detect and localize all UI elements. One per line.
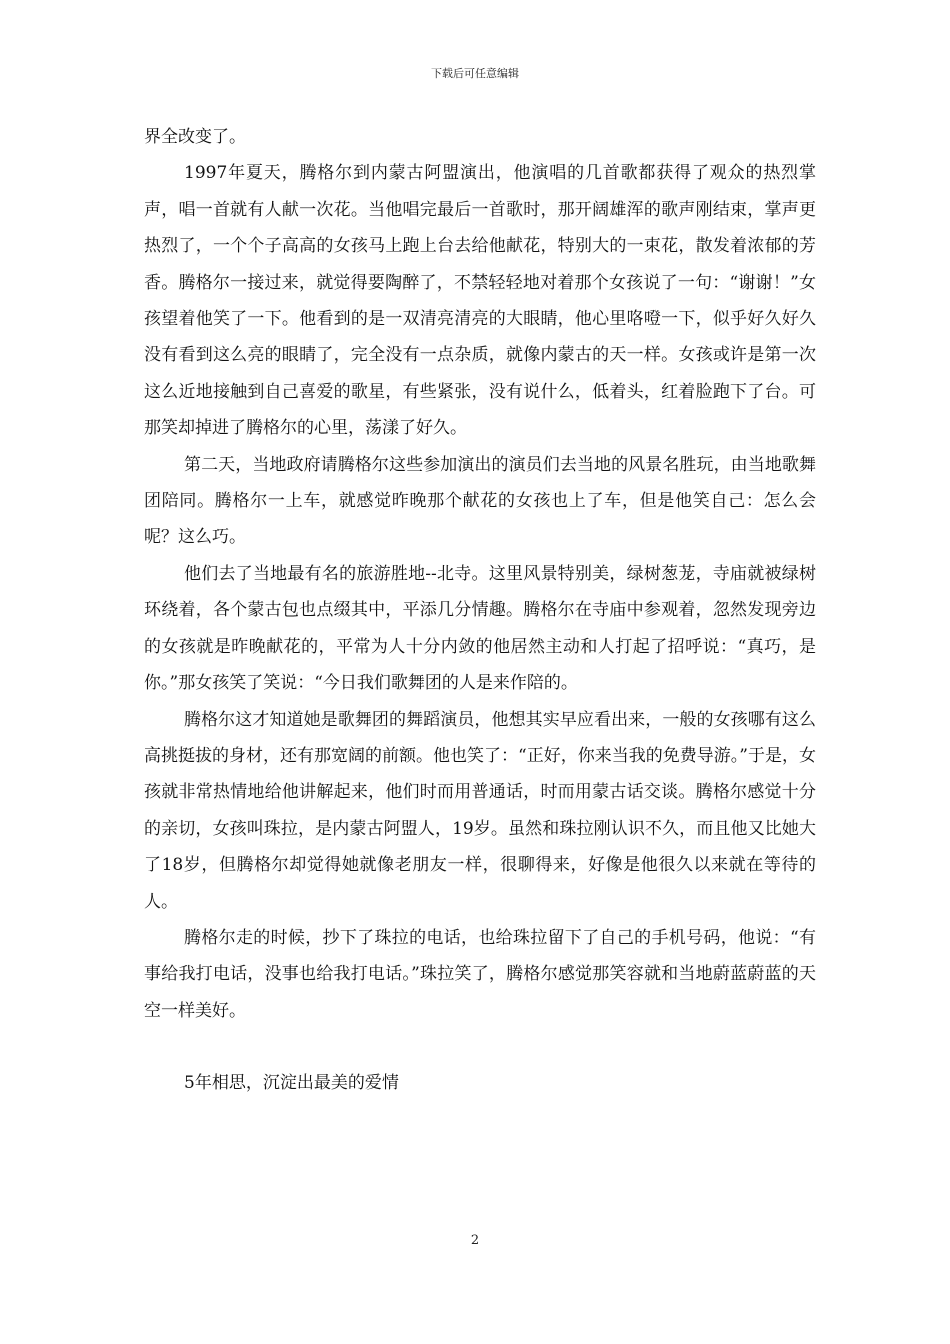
document-body <box>144 119 816 1102</box>
paragraph-5: 腾格尔这才知道她是歌舞团的舞蹈演员，他想其实早应看出来，一般的女孩哪有这么高挑挺拔的身材，还有那宽阔的前额。他也笑了：“正好，你来当我的免费导游。”于是，女孩就非常热情地给他讲解起来，他们时而用普通话，时而用蒙古话交谈。腾格尔感觉十分的亲切，女孩叫珠拉，是内蒙古阿盟人，19岁。虽然和珠拉刚认识不久，而且他又比她大了18岁，但腾格尔却觉得她就像老朋友一样，很聊得来，好像是他很久以来就在等待的人。 <box>144 709 816 912</box>
section-heading: 5年相思，沉淀出最美的爱情 <box>184 1073 399 1094</box>
paragraph-3: 第二天，当地政府请腾格尔这些参加演出的演员们去当地的风景名胜玩，由当地歌舞团陪同。腾格尔一上车，就感觉昨晚那个献花的女孩也上了车，但是他笑自己：怎么会呢？这么巧。 <box>144 454 816 548</box>
page-header: 下载后可任意编辑 <box>431 67 519 80</box>
page-number: 2 <box>470 1233 480 1248</box>
paragraph-4: 他们去了当地最有名的旅游胜地--北寺。这里风景特别美，绿树葱茏，寺庙就被绿树环绕着，各个蒙古包也点缀其中，平添几分情趣。腾格尔在寺庙中参观着，忽然发现旁边的女孩就是昨晚献花的，平常为人十分内敛的他居然主动和人打起了招呼说：“真巧，是你。”那女孩笑了笑说：“今日我们歌舞团的人是来作陪的。 <box>144 563 816 694</box>
paragraph-2: 1997年夏天，腾格尔到内蒙古阿盟演出，他演唱的几首歌都获得了观众的热烈掌声，唱一首就有人献一次花。当他唱完最后一首歌时，那开阔雄浑的歌声刚结束，掌声更热烈了，一个个子高高的女孩马上跑上台去给他献花，特别大的一束花，散发着浓郁的芳香。腾格尔一接过来，就觉得要陶醉了，不禁轻轻地对着那个女孩说了一句：“谢谢！”女孩望着他笑了一下。他看到的是一双清亮清亮的大眼睛，他心里咯噔一下，似乎好久好久没有看到这么亮的眼睛了，完全没有一点杂质，就像内蒙古的天一样。女孩或许是第一次这么近地接触到自己喜爱的歌星，有些紧张，没有说什么，低着头，红着脸跑下了台。可那笑却掉进了腾格尔的心里，荡漾了好久。 <box>144 163 816 439</box>
section-heading-block <box>144 1065 816 1101</box>
paragraph-1: 界全改变了。 <box>144 127 246 147</box>
paragraph-6: 腾格尔走的时候，抄下了珠拉的电话，也给珠拉留下了自己的手机号码，他说：“有事给我打电话，没事也给我打电话。”珠拉笑了，腾格尔感觉那笑容就和当地蔚蓝蔚蓝的天空一样美好。 <box>144 927 816 1021</box>
